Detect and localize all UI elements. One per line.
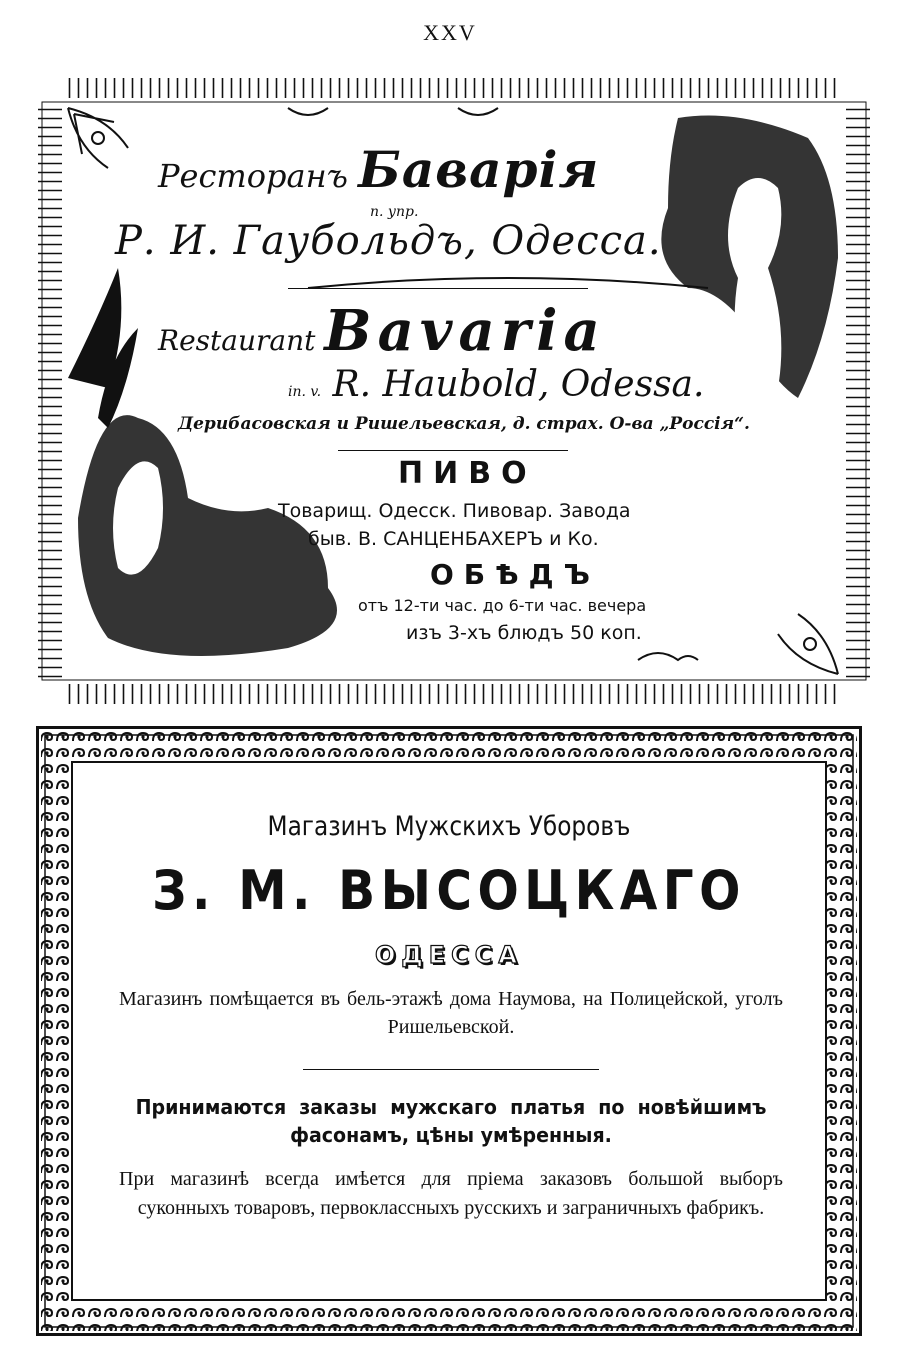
shop-owner-name: З. М. ВЫСОЦКАГО [152, 859, 746, 922]
beer-heading: ПИВО [398, 456, 537, 491]
shop-advertisement [36, 726, 862, 1336]
shop-title: Магазинъ Мужскихъ Уборовъ [267, 811, 631, 842]
dinner-hours: отъ 12-ти час. до 6-ти час. вечера [358, 596, 647, 615]
dinner-price: изъ 3-хъ блюдъ 50 коп. [406, 622, 642, 644]
dinner-heading: ОБѢДЪ [430, 558, 600, 591]
shop-city: ОДЕССА [375, 941, 523, 969]
restaurant-advertisement [38, 78, 870, 704]
shop-location-paragraph: Магазинъ помѣщается въ бель-этажѣ дома Наумова, на Полицейской, уголъ Ришельевской. [119, 988, 783, 1038]
shop-ad-panel [71, 761, 827, 1301]
brewery-line-1: Товарищ. Одесск. Пивовар. Завода [278, 500, 631, 522]
woman-with-vine-illustration [661, 116, 838, 399]
management-label-ru: п. упр. [370, 204, 419, 220]
fabrics-paragraph: При магазинѣ всегда имѣется для пріема заказовъ большой выборъ суконныхъ товаровъ, первоклассныхъ русскихъ и заграничныхъ фабрикъ. [119, 1168, 783, 1219]
divider [303, 1069, 599, 1070]
divider [338, 450, 568, 451]
restaurant-title-ru: Ресторанъ Баварія [158, 140, 600, 199]
orders-paragraph: Принимаются заказы мужскаго платья по новѣйшимъ фасонамъ, цѣны умѣренныя. [135, 1095, 767, 1147]
brewery-line-2: быв. В. САНЦЕНБАХЕРЪ и Ко. [308, 528, 599, 550]
page-number: XXV [423, 20, 477, 45]
restaurant-address: Дерибасовская и Ришельевская, д. страх. О-ва „Россія“. [178, 414, 750, 434]
owner-line-en: in. v. R. Haubold, Odessa. [288, 364, 705, 405]
restaurant-title-en: Restaurant Bavaria [158, 298, 606, 364]
owner-line-ru: Р. И. Гаубольдъ, Одесса. [115, 218, 662, 264]
divider [288, 288, 588, 289]
